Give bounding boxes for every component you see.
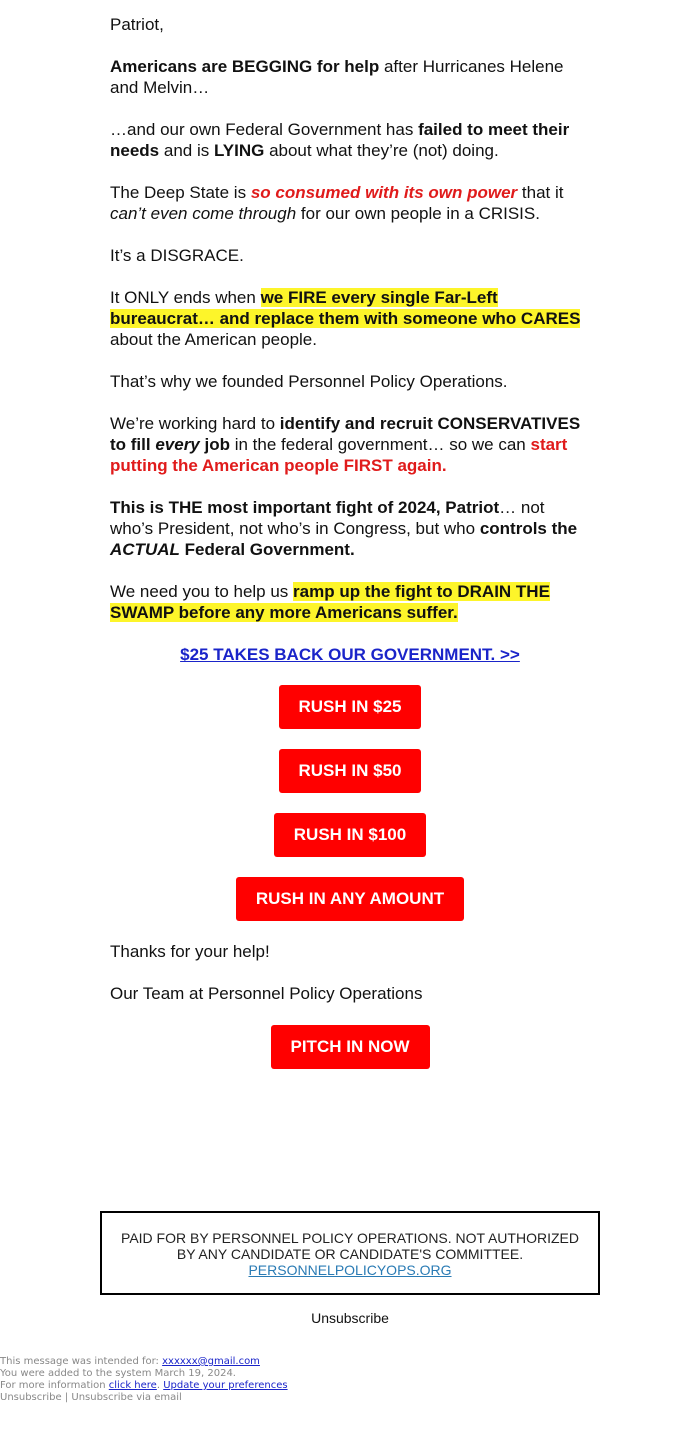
- click-here-link[interactable]: click here: [108, 1380, 157, 1391]
- intended-label: This message was intended for:: [0, 1356, 163, 1367]
- paragraph-begging: Americans are BEGGING for help after Hurricanes Helene and Melvin…: [110, 57, 564, 97]
- rush-any-row: [110, 877, 590, 921]
- recipient-email-link[interactable]: xxxxxx@gmail.com: [162, 1356, 260, 1367]
- greeting: Patriot,: [110, 15, 164, 34]
- rush-50-button[interactable]: RUSH IN $50: [279, 749, 422, 793]
- disclaimer-text: PAID FOR BY PERSONNEL POLICY OPERATIONS. NOT AUTHORIZED BY ANY CANDIDATE OR CANDIDATE'S COMMITTEE.: [121, 1230, 579, 1262]
- paragraph-fire: It ONLY ends when we FIRE every single Far-Left bureaucrat… and replace them with someone who CARES about the American people.: [110, 288, 581, 349]
- pitch-row: [110, 1025, 590, 1069]
- rush-100-row: [110, 813, 590, 857]
- rush-25-button[interactable]: RUSH IN $25: [279, 685, 422, 729]
- paragraph-recruit: We’re working hard to identify and recruit CONSERVATIVES to fill every job in the federal government… so we can start putting the American people FIRST again.: [110, 414, 581, 475]
- paid-for-disclaimer: [100, 1211, 600, 1295]
- paragraph-disgrace: It’s a DISGRACE.: [110, 246, 244, 265]
- main-link-row: [110, 644, 590, 665]
- update-preferences-link[interactable]: Update your preferences: [163, 1380, 288, 1391]
- unsubscribe-link[interactable]: Unsubscribe: [311, 1310, 389, 1326]
- paragraph-important-fight: This is THE most important fight of 2024, Patriot… not who’s President, not who’s in Congress, but who controls the ACTUAL Federal Government.: [110, 498, 578, 559]
- paragraph-founded: That’s why we founded Personnel Policy Operations.: [110, 372, 508, 391]
- rush-25-row: [110, 685, 590, 729]
- take-back-government-link[interactable]: $25 TAKES BACK OUR GOVERNMENT. >>: [180, 645, 520, 664]
- signoff-text: Our Team at Personnel Policy Operations: [110, 984, 423, 1003]
- unsubscribe-options-text[interactable]: Unsubscribe | Unsubscribe via email: [0, 1392, 182, 1403]
- website-link[interactable]: PERSONNELPOLICYOPS.ORG: [248, 1262, 452, 1278]
- paragraph-lying: …and our own Federal Government has failed to meet their needs and is LYING about what they’re (not) doing.: [110, 120, 570, 160]
- footer-meta: This message was intended for: xxxxxx@gmail.com You were added to the system March 19, 2024. For more information click here. Update your preferences Unsubscribe | Unsubscribe via email: [0, 1356, 288, 1403]
- rush-50-row: [110, 749, 590, 793]
- email-body: [110, 14, 590, 1089]
- pitch-in-now-button[interactable]: PITCH IN NOW: [271, 1025, 430, 1069]
- more-info-label: For more information: [0, 1380, 109, 1391]
- paragraph-deep-state: The Deep State is so consumed with its own power that it can’t even come through for our own people in a CRISIS.: [110, 183, 564, 223]
- rush-any-amount-button[interactable]: RUSH IN ANY AMOUNT: [236, 877, 464, 921]
- thanks-text: Thanks for your help!: [110, 942, 270, 961]
- rush-100-button[interactable]: RUSH IN $100: [274, 813, 426, 857]
- paragraph-drain-swamp: We need you to help us ramp up the fight to DRAIN THE SWAMP before any more Americans suffer.: [110, 582, 550, 622]
- added-date-text: You were added to the system March 19, 2024.: [0, 1368, 236, 1379]
